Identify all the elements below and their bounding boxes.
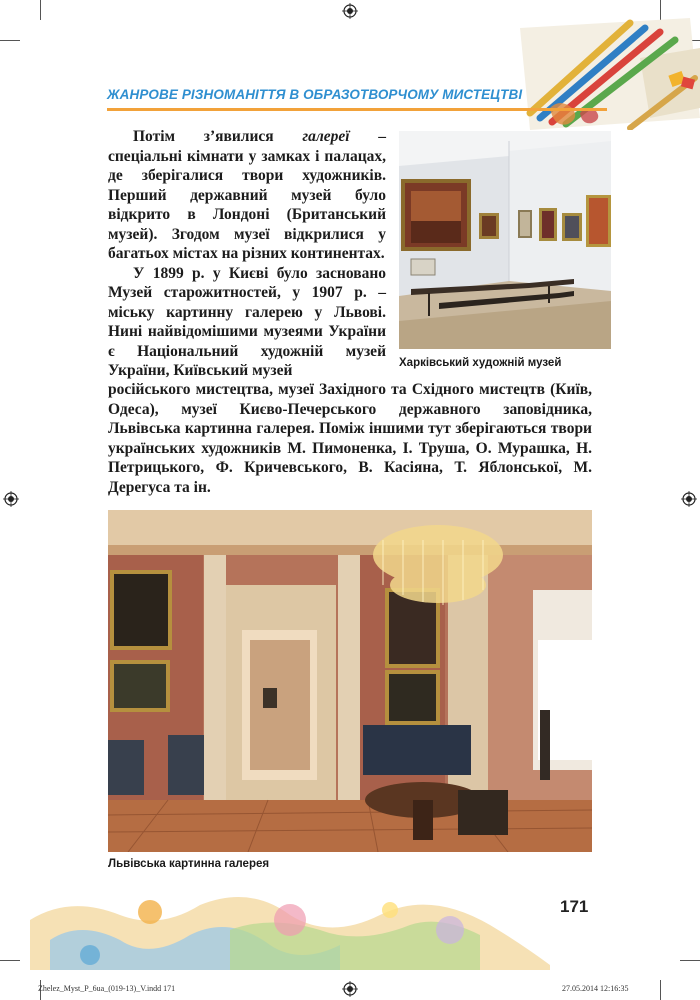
crop-mark	[0, 40, 20, 41]
crop-mark	[660, 0, 661, 20]
lviv-gallery-photo	[108, 510, 592, 852]
kharkiv-caption: Харківський художній музей	[399, 357, 562, 369]
registration-mark-icon	[681, 491, 697, 507]
paragraph-museums: У 1899 р. у Києві було засновано Музей старожитностей, у 1907 р. – міську картинну галерею у Львові. Нині найвідомішими музеями України є Національний художній музей України, Київський музей	[108, 264, 386, 379]
header-rule	[107, 108, 607, 111]
emphasis-term: галереї	[302, 128, 350, 145]
footer-date-info: 27.05.2014 12:16:35	[562, 984, 629, 993]
registration-mark-icon	[342, 3, 358, 19]
paragraph-text: Потім з’явилися	[133, 128, 303, 145]
paragraph-text: – спеціальні кімнати у замках і палацах, де зберігалися твори художників. Перший державний музей було відкрито в Лондоні (Британський музей). Згодом музеї відкрилися у багатьох містах на різних континентах.	[108, 128, 386, 262]
text-column-bottom	[108, 380, 592, 497]
text-column-top	[108, 127, 386, 381]
paint-splash-illustration	[30, 890, 550, 970]
paragraph-museums-continued: російського мистецтва, музеї Західного та Східного мистецтв (Київ, Одеса), музеї Києво-Печерського державного заповідника, Львівська картинна галерея. Поміж іншими тут зберігаються твори українських художників М. Пимоненка, І. Труша, О. Мурашка, Н. Петрицького, Ф. Кричевського, В. Касіяна, Т. Яблонської, М. Дерегуса та ін.	[108, 381, 592, 496]
paragraph-galleries	[108, 127, 386, 264]
page-number: 171	[560, 897, 589, 916]
crop-mark	[660, 980, 661, 1000]
crop-mark	[40, 0, 41, 20]
section-title: ЖАНРОВЕ РІЗНОМАНІТТЯ В ОБРАЗОТВОРЧОМУ МИСТЕЦТВІ	[107, 87, 523, 102]
registration-mark-icon	[3, 491, 19, 507]
lviv-caption: Львівська картинна галерея	[108, 858, 270, 870]
registration-mark-icon	[342, 981, 358, 997]
crop-mark	[680, 960, 700, 961]
pencils-illustration	[510, 18, 700, 130]
footer-file-info: Zhelez_Myst_P_6ua_(019-13)_V.indd 171	[38, 984, 176, 993]
kharkiv-museum-photo	[399, 131, 611, 349]
crop-mark	[0, 960, 20, 961]
